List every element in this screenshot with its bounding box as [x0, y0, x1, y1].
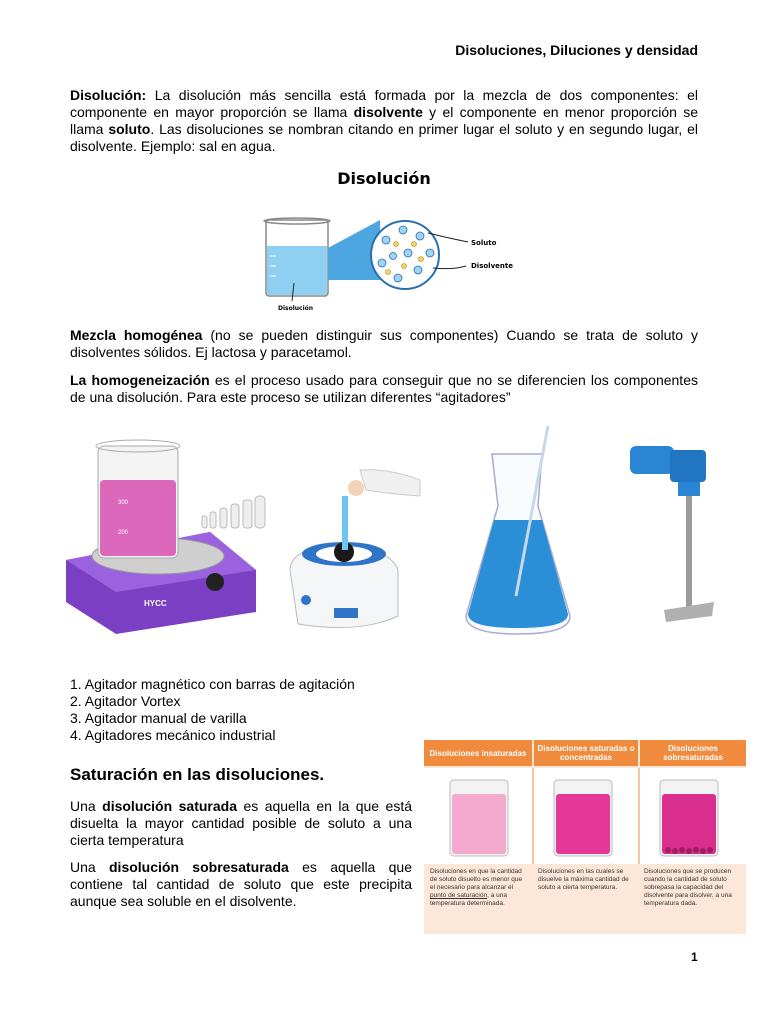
vortex-mixer-image: [290, 470, 420, 628]
text-span: es aquella en la que está disuelta la mayor cantidad posible de soluto a una cierta temperatura: [70, 798, 412, 848]
dissolution-diagram: [258, 208, 528, 318]
page-header-title: Disoluciones, Diluciones y densidad: [455, 42, 698, 58]
col-header-insaturadas: Disoluciones insaturadas: [424, 740, 532, 766]
scale-300: 300: [118, 500, 129, 506]
paragraph-homogeneizacion: [70, 372, 698, 406]
term-sobresaturada: disolución sobresaturada: [109, 859, 289, 875]
paragraph-disolucion: [70, 87, 698, 155]
text-span: Una: [70, 798, 103, 814]
text-span: y el componente en menor proporción se llama: [70, 104, 698, 137]
agitators-list: [70, 676, 355, 744]
text-span: es el proceso usado para conseguir que no se diferencien los componentes de una disolución. Para este proceso se utilizan diferentes “agitadores”: [70, 372, 698, 405]
text-span: , a una temperatura determinada.: [430, 892, 507, 907]
text-span: Disoluciones en que la cantidad de soluto disuelto es menor que el necesario para alcanzar el: [430, 868, 523, 891]
industrial-mixer-image: [630, 446, 714, 622]
term-disolvente: disolvente: [353, 104, 423, 120]
magnetic-stirrer-image: [66, 440, 265, 634]
col-text-sobresaturadas: Disoluciones que se producen cuando la cantidad de soluto sobrepasa la capacidad del disolvente para disolver, a una temperatura dada.: [644, 868, 732, 907]
section-heading-saturacion: Saturación en las disoluciones.: [70, 765, 325, 784]
label-disolvente: Disolvente: [471, 262, 513, 270]
erlenmeyer-flask-image: [466, 426, 570, 634]
term-soluto: soluto: [108, 121, 151, 137]
term-homogeneizacion: La homogeneización: [70, 372, 210, 388]
col-header-saturadas: Disoluciones saturadas o concentradas: [534, 740, 638, 766]
figure-title: Disolución: [337, 169, 431, 188]
label-soluto: Soluto: [471, 239, 497, 247]
text-span: (no se pueden distinguir sus componentes) Cuando se trata de soluto y disolventes sólidos. Ej lactosa y paracetamol.: [70, 327, 698, 360]
beakers-illustration: [424, 768, 746, 864]
list-item: 1. Agitador magnético con barras de agitación: [70, 676, 355, 692]
text-span: La disolución más sencilla está formada por la mezcla de dos componentes: el componente en mayor proporción se llama: [70, 87, 698, 120]
saturation-figure: [424, 740, 746, 934]
text-span: . Las disoluciones se nombran citando en primer lugar el soluto y en segundo lugar, el disolvente. Ejemplo: sal en agua.: [70, 121, 698, 154]
list-item: 4. Agitadores mecánico industrial: [70, 727, 276, 743]
label-disolucion: Disolución: [278, 305, 314, 312]
scale-200: 200: [118, 530, 129, 536]
term-mezcla-homogenea: Mezcla homogénea: [70, 327, 203, 343]
paragraph-saturada: [70, 798, 412, 849]
paragraph-mezcla-homogenea: [70, 327, 698, 361]
text-span: es aquella que contiene tal cantidad de soluto que este precipita aunque sea soluble en el disolvente.: [70, 859, 413, 909]
list-item: 3. Agitador manual de varilla: [70, 710, 247, 726]
agitators-photos: [60, 420, 720, 640]
term-saturada: disolución saturada: [102, 798, 237, 814]
col-text-insaturadas: [430, 868, 528, 908]
col-text-saturadas: Disoluciones en las cuales se disuelve la máxima cantidad de soluto a cierta temperatura.: [538, 868, 629, 891]
paragraph-sobresaturada: [70, 859, 412, 910]
term-disolucion: Disolución:: [70, 87, 147, 103]
list-item: 2. Agitador Vortex: [70, 693, 181, 709]
text-span: Una: [70, 859, 109, 875]
stirrer-brand: HYCC: [144, 599, 167, 608]
col-header-sobresaturadas: Disoluciones sobresaturadas: [640, 740, 746, 766]
page-number: 1: [691, 950, 698, 964]
punto-saturacion-link: punto de saturación: [430, 892, 488, 899]
